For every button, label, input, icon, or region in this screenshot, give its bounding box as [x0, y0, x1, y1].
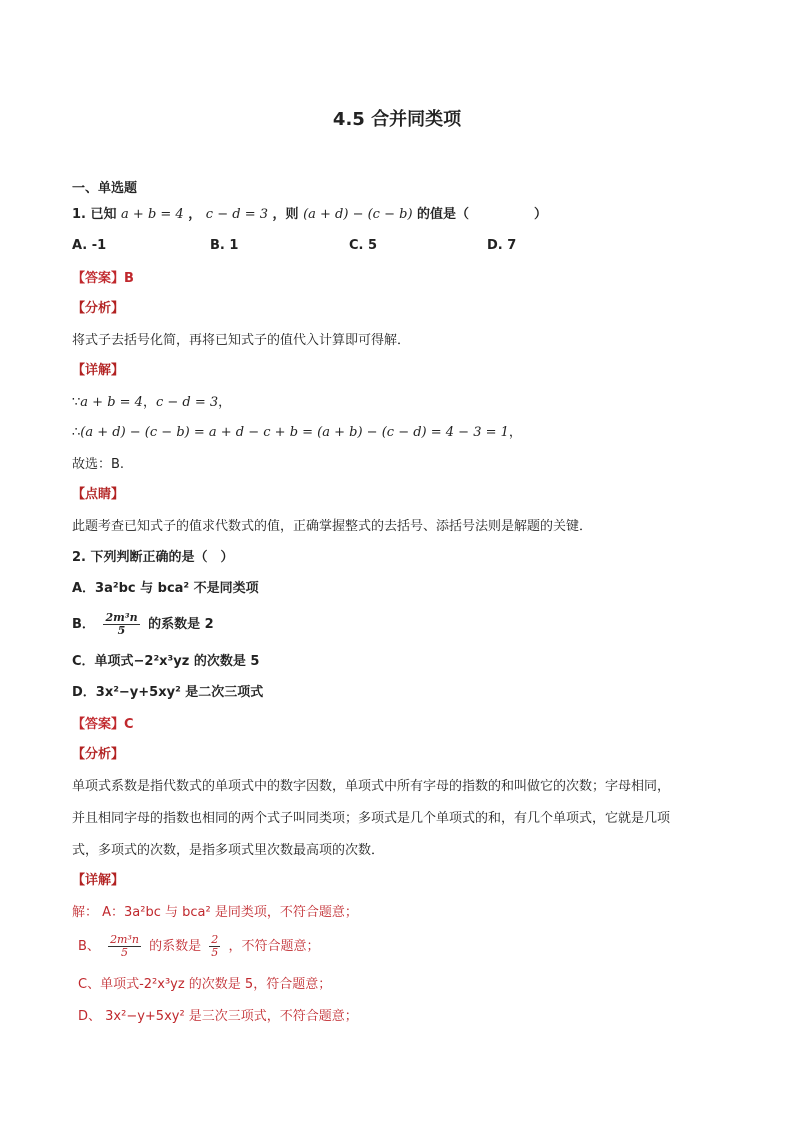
q1-stem-suffix: 的值是（ ）	[417, 207, 548, 222]
q2-detail-tag: 【详解】	[72, 873, 125, 888]
q2-option-a: A．3a²bc 与 bca² 不是同类项	[72, 581, 259, 596]
because-symbol: ∵	[72, 395, 81, 410]
option-label: D.	[487, 238, 503, 253]
answer-value: B	[124, 271, 134, 286]
option-value: -1	[91, 238, 107, 253]
q2-detail-b	[78, 930, 319, 964]
therefore-symbol: ∴	[72, 425, 81, 440]
q2-answer	[72, 716, 134, 734]
q1-option-c	[349, 238, 377, 253]
q1-comment-text: 此题考查已知式子的值求代数式的值，正确掌握整式的去括号、添括号法则是解题的关键．	[72, 519, 593, 534]
detail-text: 的系数是	[149, 939, 202, 954]
detail-math: a + b = 4	[80, 395, 143, 410]
q1-condition-2: c − d = 3	[205, 207, 268, 222]
q2-detail-d: D、 3x²−y+5xy² 是三次三项式，不符合题意；	[78, 1009, 358, 1024]
q1-analysis-tag: 【分析】	[72, 301, 125, 316]
fraction	[108, 934, 141, 959]
fraction-numerator: 2	[211, 933, 219, 946]
section-heading: 一、单选题	[72, 181, 138, 196]
answer-tag: 【答案】	[72, 717, 125, 732]
q1-option-b	[210, 238, 238, 253]
q2-analysis-line-1: 单项式系数是指代数式的单项式中的数字因数，单项式中所有字母的指数的和叫做它的次数；字母相同，	[72, 779, 671, 794]
q1-condition-1: a + b = 4	[121, 207, 184, 222]
q2-detail-c: C、单项式-2²x³yz 的次数是 5，符合题意；	[78, 977, 332, 992]
q1-detail-tag: 【详解】	[72, 363, 125, 378]
q2-detail-a: 解： A：3a²bc 与 bca² 是同类项，不符合题意；	[72, 905, 358, 920]
q1-detail-line-2	[72, 424, 522, 442]
option-value: 5	[368, 238, 378, 253]
fraction-denominator: 5	[121, 946, 129, 959]
fraction	[209, 934, 220, 959]
answer-value: C	[124, 717, 134, 732]
q2-analysis-line-2: 并且相同字母的指数也相同的两个式子叫同类项；多项式是几个单项式的和，有几个单项式，它就是几项	[72, 811, 671, 826]
answer-tag: 【答案】	[72, 271, 125, 286]
q1-detail-line-1	[72, 394, 231, 412]
fraction	[103, 612, 139, 637]
q1-sep-2: ，则	[272, 207, 299, 222]
option-label: C.	[349, 238, 364, 253]
separator: ，	[142, 395, 156, 410]
option-label: B.	[210, 238, 225, 253]
q1-stem-prefix: 1. 已知	[72, 207, 117, 222]
option-label: B、	[78, 939, 100, 954]
q1-comment-tag: 【点睛】	[72, 487, 125, 502]
detail-math: (a + d) − (c − b) = a + d − c + b = (a + b) − (c − d) = 4 − 3 = 1	[80, 425, 509, 440]
q1-expression: (a + d) − (c − b)	[303, 207, 413, 222]
question-1-stem	[72, 206, 547, 224]
fraction-numerator: 2m³n	[105, 611, 138, 624]
option-value: 7	[507, 238, 517, 253]
question-2-stem: 2. 下列判断正确的是（ ）	[72, 550, 234, 565]
option-label: A.	[72, 238, 88, 253]
q1-answer	[72, 270, 134, 288]
q1-option-d	[487, 238, 516, 253]
q2-option-b	[72, 608, 214, 642]
fraction-numerator: 2m³n	[110, 933, 139, 946]
fraction-denominator: 5	[117, 624, 126, 637]
page-title: 4.5 合并同类项	[332, 109, 462, 130]
q2-analysis-tag: 【分析】	[72, 747, 125, 762]
q1-sep-1: ，	[188, 207, 202, 222]
q2-option-d: D．3x²−y+5xy² 是二次三项式	[72, 685, 264, 700]
option-text: 的系数是 2	[148, 617, 214, 632]
q1-analysis-text: 将式子去括号化简，再将已知式子的值代入计算即可得解．	[72, 333, 411, 348]
q2-analysis-line-3: 式，多项式的次数，是指多项式里次数最高项的次数．	[72, 843, 385, 858]
q1-choose: 故选：B.	[72, 457, 125, 472]
separator: ，	[218, 395, 232, 410]
fraction-denominator: 5	[211, 946, 219, 959]
q2-option-c: C．单项式−2²x³yz 的次数是 5	[72, 654, 260, 669]
option-label: B．	[72, 617, 95, 632]
separator: ，	[508, 425, 522, 440]
detail-math: c − d = 3	[155, 395, 219, 410]
option-value: 1	[229, 238, 239, 253]
detail-text: ，不符合题意；	[228, 939, 320, 954]
q1-option-a	[72, 238, 106, 253]
